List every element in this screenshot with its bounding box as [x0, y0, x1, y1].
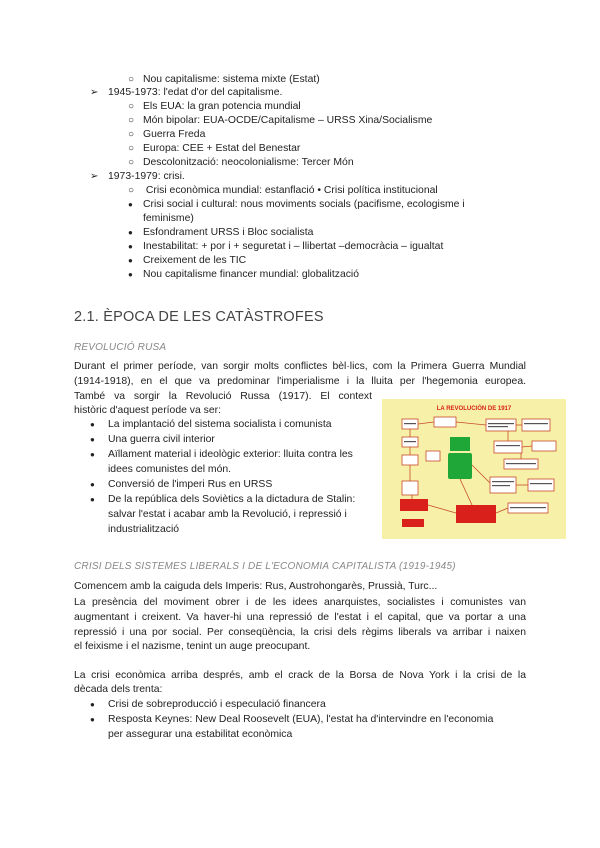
- rev-list-item: La implantació del sistema socialista i comunista: [108, 419, 332, 430]
- rev-list-item: Una guerra civil interior: [108, 434, 215, 445]
- dot-bullet-icon: ●: [90, 480, 95, 489]
- paragraph-line: històric d'aquest període va ser:: [74, 405, 221, 416]
- rev-list-item-continuation: salvar l'estat i acabar amb la Revolució, i repressió i: [108, 509, 347, 520]
- rev-list-item: De la república dels Soviètics a la dictadura de Stalin:: [108, 494, 356, 505]
- dot-bullet-icon: ●: [128, 200, 133, 209]
- paragraph-line: augmentant i creixent. Va haver-hi una repressió de l'estat i el capital, que va portar a una: [74, 612, 526, 623]
- timeline-item: Inestabilitat: + por i + seguretat i – llibertat –democràcia – igualtat: [143, 241, 444, 252]
- timeline-sub-item: Els EUA: la gran potencia mundial: [143, 101, 301, 112]
- revolution-diagram-image: [382, 399, 566, 539]
- paragraph-line: També va sorgir la Revolució Russa (1917). El context: [74, 391, 372, 402]
- subsection-heading-crisi: CRISI DELS SISTEMES LIBERALS I DE L'ECONOMIA CAPITALISTA (1919-1945): [74, 561, 456, 572]
- rev-list-item-continuation: industrialització: [108, 524, 180, 535]
- dot-bullet-icon: ●: [90, 420, 95, 429]
- crisis-list-item: Resposta Keynes: New Deal Roosevelt (EUA), l'estat ha d'intervindre en l'economia: [108, 714, 494, 725]
- crisis-list-item: Crisi de sobreproducció i especulació financera: [108, 699, 326, 710]
- crisis-list-item-continuation: per assegurar una estabilitat econòmica: [108, 729, 293, 740]
- dot-bullet-icon: ●: [90, 700, 95, 709]
- dot-bullet-icon: ●: [128, 256, 133, 265]
- timeline-period-heading: 1973-1979: crisi.: [108, 171, 185, 182]
- circle-bullet-icon: ○: [128, 115, 135, 126]
- dot-bullet-icon: ●: [90, 495, 95, 504]
- paragraph-line: repressió i una por social. Per conseqüència, la crisi dels règims liberals va arribar i naixen: [74, 627, 526, 638]
- timeline-period-heading: 1945-1973: l'edat d'or del capitalisme.: [108, 87, 283, 98]
- paragraph-line: La crisi econòmica arriba després, amb el crack de la Borsa de Nova York i la crisi de la: [74, 670, 526, 681]
- circle-bullet-icon: ○: [128, 185, 135, 196]
- timeline-sub-item: Crisi econòmica mundial: estanflació • Crisi política institucional: [143, 185, 438, 196]
- dot-bullet-icon: ●: [90, 435, 95, 444]
- circle-bullet-icon: ○: [128, 143, 135, 154]
- paragraph-line: dècada dels trenta:: [74, 684, 163, 695]
- timeline-sub-item: Europa: CEE + Estat del Benestar: [143, 143, 301, 154]
- timeline-item: Esfondrament URSS i Bloc socialista: [143, 227, 314, 238]
- timeline-sub-item: Guerra Freda: [143, 129, 206, 140]
- paragraph-line: La presència del moviment obrer i de les idees anarquistes, socialistes i comunistes van: [74, 597, 526, 608]
- circle-bullet-icon: ○: [128, 157, 135, 168]
- circle-bullet-icon: ○: [128, 74, 135, 85]
- rev-list-item: Aïllament material i ideològic exterior: lluita contra les: [108, 449, 353, 460]
- arrow-bullet-icon: ➢: [90, 171, 99, 182]
- paragraph-line: Comencem amb la caiguda dels Imperis: Rus, Austrohongarès, Prussià, Turc...: [74, 581, 438, 592]
- dot-bullet-icon: ●: [128, 270, 133, 279]
- section-title: 2.1. ÈPOCA DE LES CATÀSTROFES: [74, 309, 324, 325]
- revolution-diagram-svg: [382, 399, 566, 539]
- timeline-item-continuation: feminisme): [143, 213, 194, 224]
- timeline-item: Nou capitalisme financer mundial: globalització: [143, 269, 360, 280]
- diagram-title: LA REVOLUCIÓN DE 1917: [436, 406, 512, 412]
- circle-bullet-icon: ○: [128, 101, 135, 112]
- paragraph-line: Durant el primer període, van sorgir molts conflictes bèl·lics, com la Primera Guerra Mundial: [74, 361, 526, 372]
- dot-bullet-icon: ●: [90, 450, 95, 459]
- circle-bullet-icon: ○: [128, 129, 135, 140]
- rev-list-item: Conversió de l'imperi Rus en URSS: [108, 479, 273, 490]
- timeline-item: Crisi social i cultural: nous moviments socials (pacifisme, ecologisme i: [143, 199, 465, 210]
- arrow-bullet-icon: ➢: [90, 87, 99, 98]
- dot-bullet-icon: ●: [128, 228, 133, 237]
- timeline-sub-item: Món bipolar: EUA-OCDE/Capitalisme – URSS Xina/Socialisme: [143, 115, 433, 126]
- subsection-heading-revolucio: REVOLUCIÓ RUSA: [74, 342, 167, 353]
- paragraph-line: (1914-1918), en el que va predominar l'imperialisme i la lluita per l'hegemonia europea.: [74, 376, 526, 387]
- timeline-sub-item: Descolonització: neocolonialisme: Tercer Món: [143, 157, 354, 168]
- dot-bullet-icon: ●: [128, 242, 133, 251]
- paragraph-line: el feixisme i el nazisme, tenint un auge preocupant.: [74, 641, 311, 652]
- rev-list-item-continuation: idees comunistes del món.: [108, 464, 232, 475]
- dot-bullet-icon: ●: [90, 715, 95, 724]
- timeline-item: Creixement de les TIC: [143, 255, 247, 266]
- timeline-sub-item: Nou capitalisme: sistema mixte (Estat): [143, 74, 320, 85]
